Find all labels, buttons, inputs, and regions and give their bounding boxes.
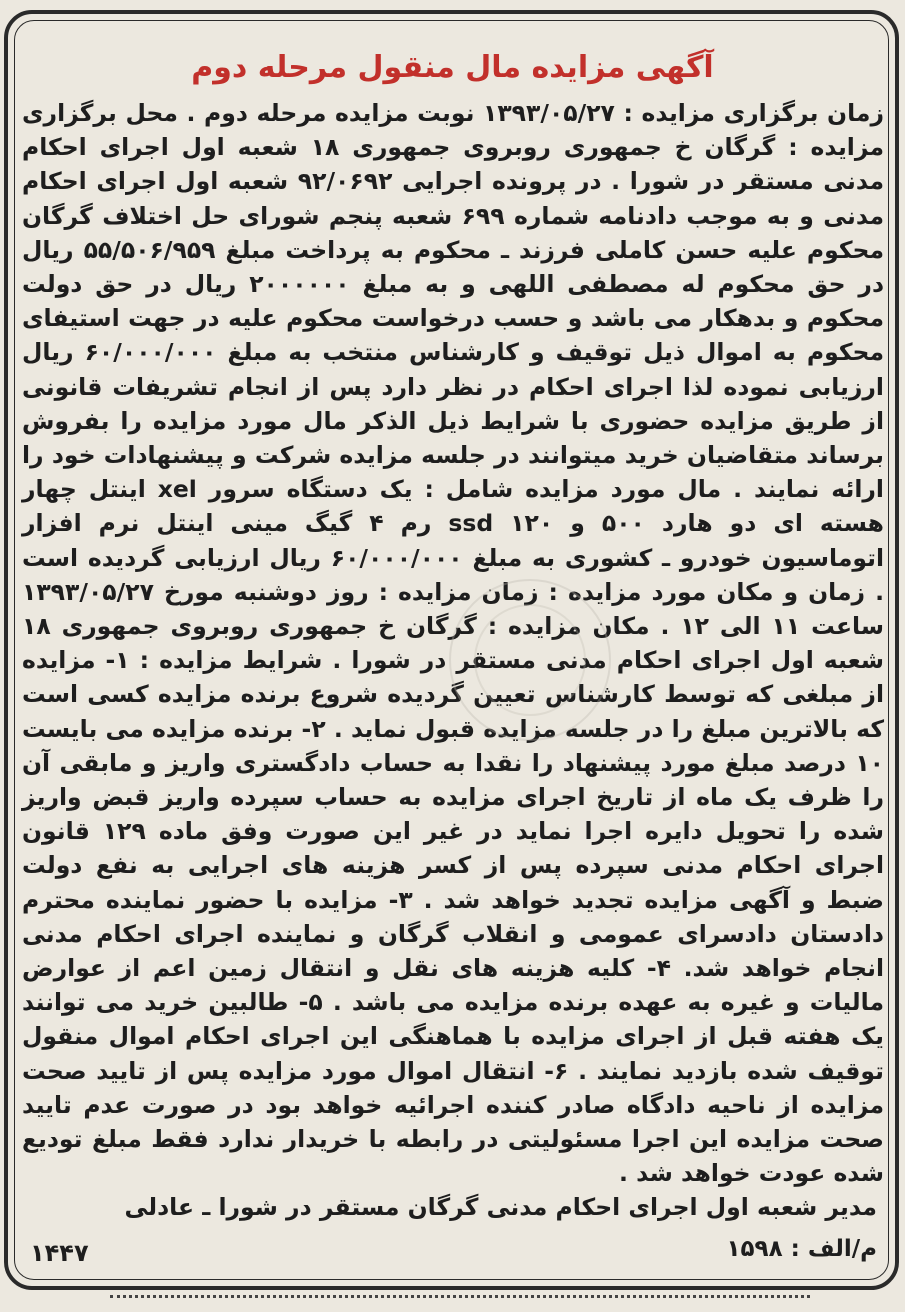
notice-body: زمان برگزاری مزایده : ۱۳۹۳/۰۵/۲۷ نوبت مزایده مرحله دوم . محل برگزاری مزایده : گرگان خ جمهوری روبروی جمهوری ۱۸ شعبه اول اجرای احکام مدنی مستقر در شورا . در پرونده اجرایی ۹۲/۰۶۹۲ شعبه اول اجرای احکام مدنی و به موجب دادنامه شماره ۶۹۹ شعبه پنجم شورای حل اختلاف گرگان محکوم علیه حسن کاملی فرزند ـ محکوم به پرداخت مبلغ ۵۵/۵۰۶/۹۵۹ ریال در حق محکوم له مصطفی اللهی و به مبلغ ۲۰۰۰۰۰۰ ریال در حق دولت محکوم و بدهکار می باشد و حسب درخواست محکوم علیه در جهت استیفای محکوم به اموال ذیل توقیف و کارشناس منتخب به مبلغ ۶۰/۰۰۰/۰۰۰ ریال ارزیابی نموده لذا اجرای احکام در نظر دارد پس از انجام تشریفات قانونی از طریق مزایده حضوری با شرایط ذیل الذکر مال مورد مزایده را بفروش برساند متقاضیان خرید میتوانند در جلسه مزایده شرکت و پیشنهادات خود را ارائه نمایند . مال مورد مزایده شامل : یک دستگاه سرور xel اینتل چهار هسته ای دو هارد ۵۰۰ و ۱۲۰ ssd رم ۴ گیگ مینی اینتل نرم افزار اتوماسیون خودرو ـ کشوری به مبلغ ۶۰/۰۰۰/۰۰۰ ریال ارزیابی گردیده است . زمان و مکان مورد مزایده : زمان مزایده : روز دوشنبه مورخ ۱۳۹۳/۰۵/۲۷ ساعت ۱۱ الی ۱۲ . مکان مزایده : گرگان خ جمهوری روبروی جمهوری ۱۸ شعبه اول اجرای احکام مدنی مستقر در شورا . شرایط مزایده : ۱- مزایده از مبلغی که توسط کارشناس تعیین گردیده شروع برنده مزایده کسی است که بالاترین مبلغ را در جلسه مزایده قبول نماید . ۲- برنده مزایده می بایست ۱۰ درصد مبلغ مورد پیشنهاد را نقدا به حساب دادگستری واریز و مابقی آن را ظرف یک ماه از تاریخ اجرای مزایده به حساب سپرده واریز قبض واریز شده را تحویل دایره اجرا نماید در غیر این صورت وفق ماده ۱۲۹ قانون اجرای احکام مدنی سپرده پس از کسر هزینه های اجرایی به نفع دولت ضبط و آگهی مزایده تجدید خواهد شد . ۳- مزایده با حضور نماینده محترم دادستان دادسرای عمومی و انقلاب گرگان و نماینده اجرای احکام مدنی انجام خواهد شد. ۴- کلیه هزینه های نقل و انتقال زمین اعم از عوارض مالیات و غیره به عهده برنده مزایده می باشد . ۵- طالبین خرید می توانند یک هفته قبل از اجرای مزایده با هماهنگی این اجرای احکام اموال منقول توقیف شده بازدید نمایند . ۶- انتقال اموال مورد مزایده پس از تایید صحت مزایده از ناحیه دادگاه صادر کننده اجرائیه خواهد بود در صورت عدم تایید صحت مزایده این اجرا مسئولیتی در رابطه با خریدار ندارد فقط مبلغ تودیع شده عودت خواهد شد . bbox=[22, 99, 885, 1188]
notice-title: آگهی مزایده مال منقول مرحله دوم bbox=[191, 50, 714, 85]
signature-line: مدیر شعبه اول اجرای احکام مدنی گرگان مستقر در شورا ـ عادلی bbox=[124, 1193, 877, 1221]
reference-code: م/الف : ۱۵۹۸ bbox=[726, 1236, 877, 1262]
ad-number: ۱۴۴۷ bbox=[30, 1239, 89, 1267]
bottom-divider bbox=[110, 1295, 810, 1298]
